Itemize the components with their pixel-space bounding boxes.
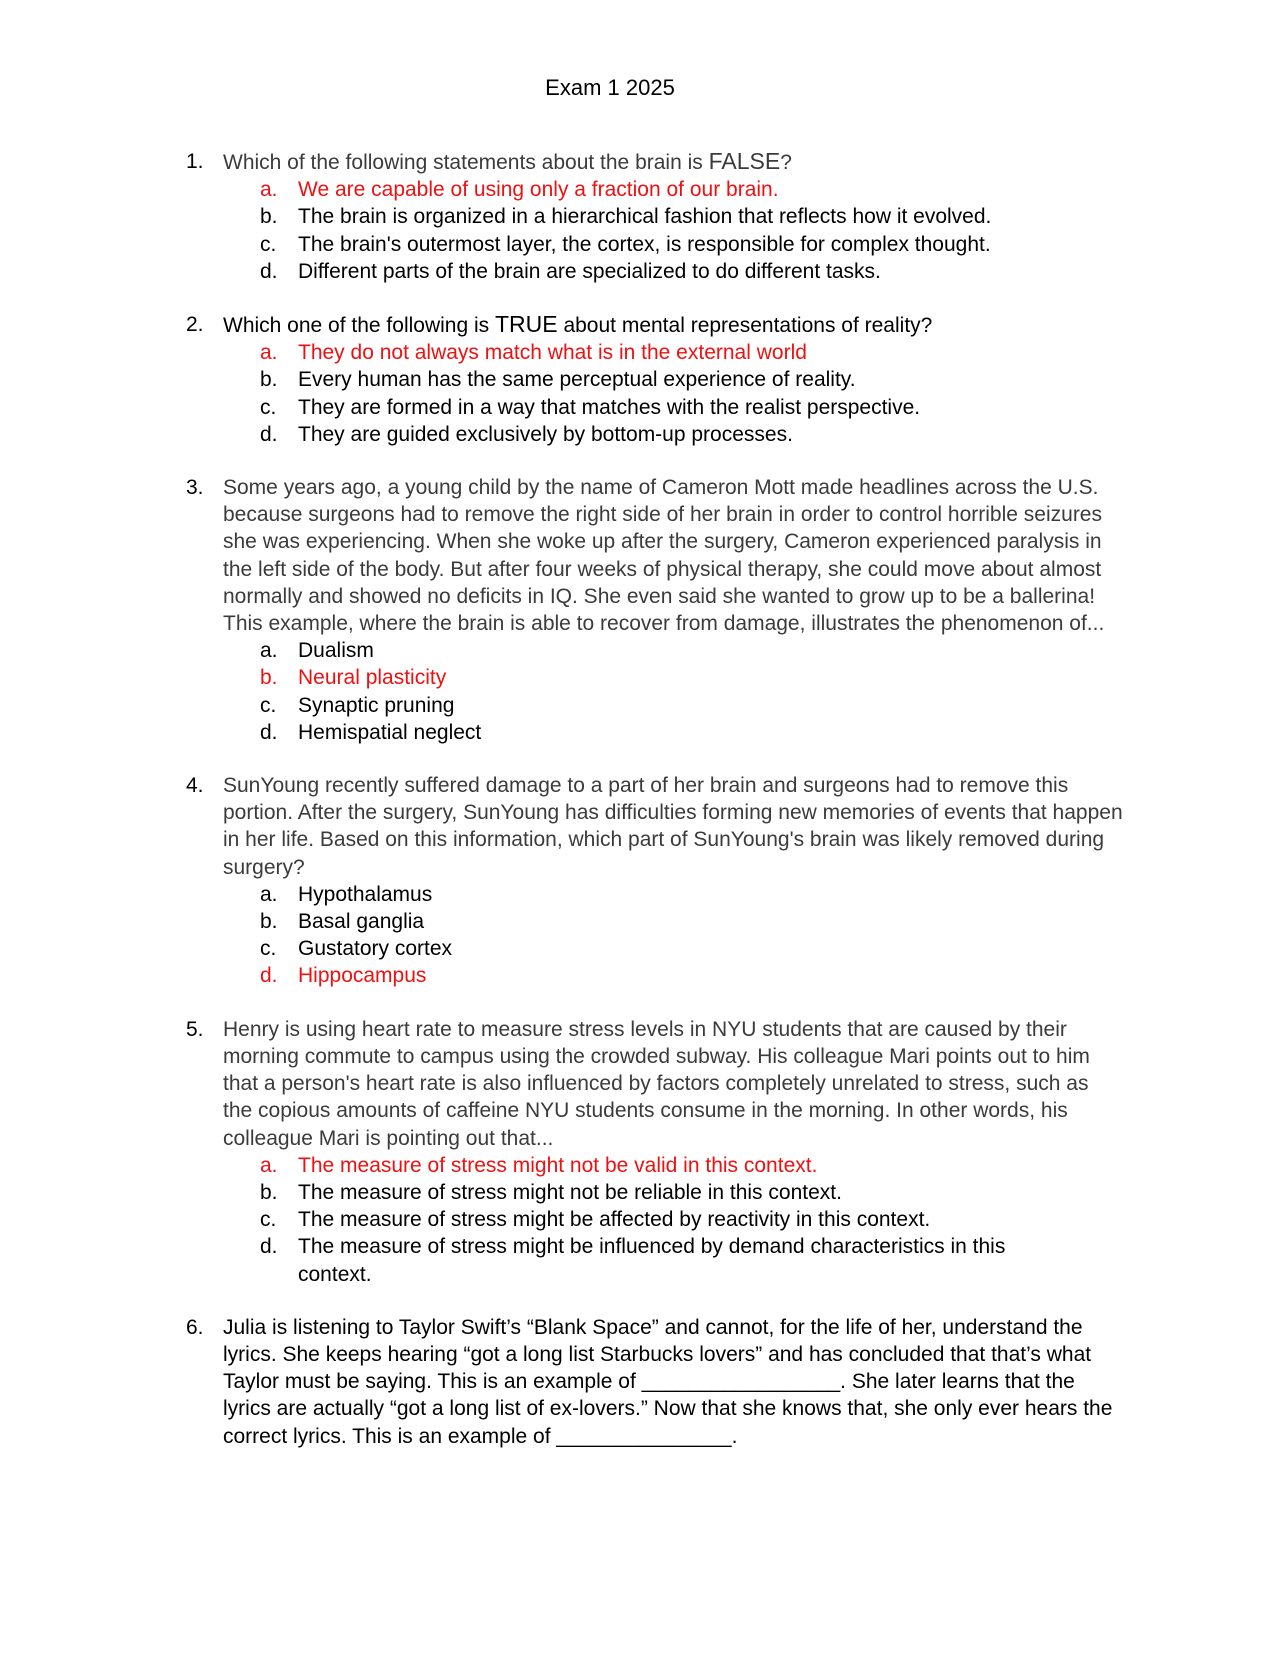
option-letter: b. bbox=[260, 666, 278, 690]
option-text: Hypothalamus bbox=[298, 882, 433, 906]
option-text: Gustatory cortex bbox=[298, 937, 453, 961]
option-letter: a. bbox=[260, 882, 278, 906]
option-letter: d. bbox=[260, 259, 278, 283]
answer-options bbox=[0, 176, 1280, 285]
option-text: They do not always match what is in the external world bbox=[298, 341, 807, 365]
option-letter: b. bbox=[260, 368, 278, 392]
question-number: 6. bbox=[186, 1315, 204, 1339]
option-text: Hemispatial neglect bbox=[298, 720, 482, 744]
question-number: 4. bbox=[186, 774, 204, 798]
answer-option bbox=[0, 962, 1280, 989]
answer-options bbox=[0, 1152, 1280, 1288]
option-letter: a. bbox=[260, 1153, 278, 1177]
option-letter: c. bbox=[260, 395, 277, 419]
option-text: They are guided exclusively by bottom-up processes. bbox=[298, 422, 793, 446]
answer-option bbox=[0, 231, 1280, 258]
option-letter: d. bbox=[260, 720, 278, 744]
option-letter: d. bbox=[260, 964, 278, 988]
question-5 bbox=[0, 1016, 1280, 1288]
option-text: The measure of stress might be affected by reactivity in this context. bbox=[298, 1208, 931, 1232]
answer-option bbox=[0, 176, 1280, 203]
answer-options bbox=[0, 637, 1280, 746]
answer-option bbox=[0, 203, 1280, 230]
option-letter: c. bbox=[260, 693, 277, 717]
option-letter: c. bbox=[260, 937, 277, 961]
option-text: Basal ganglia bbox=[298, 910, 425, 934]
question-emphasis: TRUE bbox=[494, 311, 558, 338]
answer-option bbox=[0, 637, 1280, 664]
answer-option bbox=[0, 366, 1280, 393]
question-2 bbox=[0, 311, 1280, 448]
answer-option bbox=[0, 394, 1280, 421]
option-letter: c. bbox=[260, 1208, 277, 1232]
question-text: SunYoung recently suffered damage to a part of her brain and surgeons had to remove this portion. After the surgery, SunYoung has difficulties forming new memories of events that happen in her life. Based on this information, which part of SunYoung's brain was likely removed during surgery? bbox=[223, 774, 1123, 879]
question-text: Julia is listening to Taylor Swift’s “Blank Space” and cannot, for the life of her, understand the lyrics. She keeps hearing “got a long list Starbucks lovers” and has concluded that that’s what Taylor must be saying. This is an example of _________________. She later learns that the lyrics are actually “got a long list of ex-lovers.” Now that she knows that, she only ever hears the correct lyrics. This is an example of _______________. bbox=[223, 1315, 1113, 1448]
option-letter: b. bbox=[260, 1180, 278, 1204]
question-6 bbox=[0, 1314, 1280, 1450]
option-letter: d. bbox=[260, 1235, 278, 1259]
option-text: Every human has the same perceptual experience of reality. bbox=[298, 368, 856, 392]
option-letter: d. bbox=[260, 422, 278, 446]
answer-option bbox=[0, 908, 1280, 935]
option-text: Neural plasticity bbox=[298, 666, 447, 690]
option-letter: a. bbox=[260, 639, 278, 663]
option-text: The measure of stress might not be valid in this context. bbox=[298, 1153, 818, 1177]
option-letter: a. bbox=[260, 178, 278, 202]
document-title: Exam 1 2025 bbox=[545, 75, 675, 100]
answer-option bbox=[0, 1233, 1280, 1287]
answer-option bbox=[0, 1179, 1280, 1206]
answer-option bbox=[0, 1206, 1280, 1233]
question-number: 2. bbox=[186, 313, 204, 337]
answer-option bbox=[0, 935, 1280, 962]
option-text: They are formed in a way that matches with the realist perspective. bbox=[298, 395, 921, 419]
question-text: Which of the following statements about the brain is FALSE? bbox=[223, 148, 792, 174]
option-text: The measure of stress might not be reliable in this context. bbox=[298, 1180, 842, 1204]
question-number: 5. bbox=[186, 1017, 204, 1041]
question-text: Which one of the following is TRUE about mental representations of reality? bbox=[223, 311, 933, 338]
option-text: The brain is organized in a hierarchical fashion that reflects how it evolved. bbox=[298, 205, 992, 229]
question-text: Some years ago, a young child by the name of Cameron Mott made headlines across the U.S. because surgeons had to remove the right side of her brain in order to control horrible seizures she was experiencing. When she woke up after the surgery, Cameron experienced paralysis in the left side of the body. But after four weeks of physical therapy, she could move about almost normally and showed no deficits in IQ. She even said she wanted to grow up to be a ballerina! This example, where the brain is able to recover from damage, illustrates the phenomenon of... bbox=[223, 476, 1105, 636]
answer-option bbox=[0, 692, 1280, 719]
answer-options bbox=[0, 339, 1280, 448]
answer-option bbox=[0, 1152, 1280, 1179]
option-text: The measure of stress might be influenced by demand characteristics in this context. bbox=[298, 1235, 1006, 1286]
answer-option bbox=[0, 258, 1280, 285]
question-emphasis: FALSE bbox=[708, 148, 781, 174]
option-text: The brain's outermost layer, the cortex, is responsible for complex thought. bbox=[298, 232, 991, 256]
option-letter: a. bbox=[260, 341, 278, 365]
question-text: Henry is using heart rate to measure stress levels in NYU students that are caused by their morning commute to campus using the crowded subway. His colleague Mari points out to him that a person's heart rate is also influenced by factors completely unrelated to stress, such as the copious amounts of caffeine NYU students consume in the morning. In other words, his colleague Mari is pointing out that... bbox=[223, 1017, 1090, 1150]
option-letter: b. bbox=[260, 910, 278, 934]
answer-option bbox=[0, 881, 1280, 908]
question-1 bbox=[0, 148, 1280, 285]
question-number: 3. bbox=[186, 476, 204, 500]
answer-option bbox=[0, 339, 1280, 366]
option-text: Different parts of the brain are specialized to do different tasks. bbox=[298, 259, 881, 283]
question-4 bbox=[0, 772, 1280, 990]
option-text: Dualism bbox=[298, 639, 374, 663]
question-number: 1. bbox=[186, 150, 204, 173]
option-text: Synaptic pruning bbox=[298, 693, 455, 717]
option-text: Hippocampus bbox=[298, 964, 427, 988]
option-letter: b. bbox=[260, 205, 278, 229]
answer-option bbox=[0, 664, 1280, 691]
option-letter: c. bbox=[260, 232, 277, 256]
answer-option bbox=[0, 719, 1280, 746]
question-3 bbox=[0, 474, 1280, 746]
answer-option bbox=[0, 421, 1280, 448]
answer-options bbox=[0, 881, 1280, 990]
option-text: We are capable of using only a fraction of our brain. bbox=[298, 178, 779, 202]
question-list bbox=[0, 148, 1280, 1476]
